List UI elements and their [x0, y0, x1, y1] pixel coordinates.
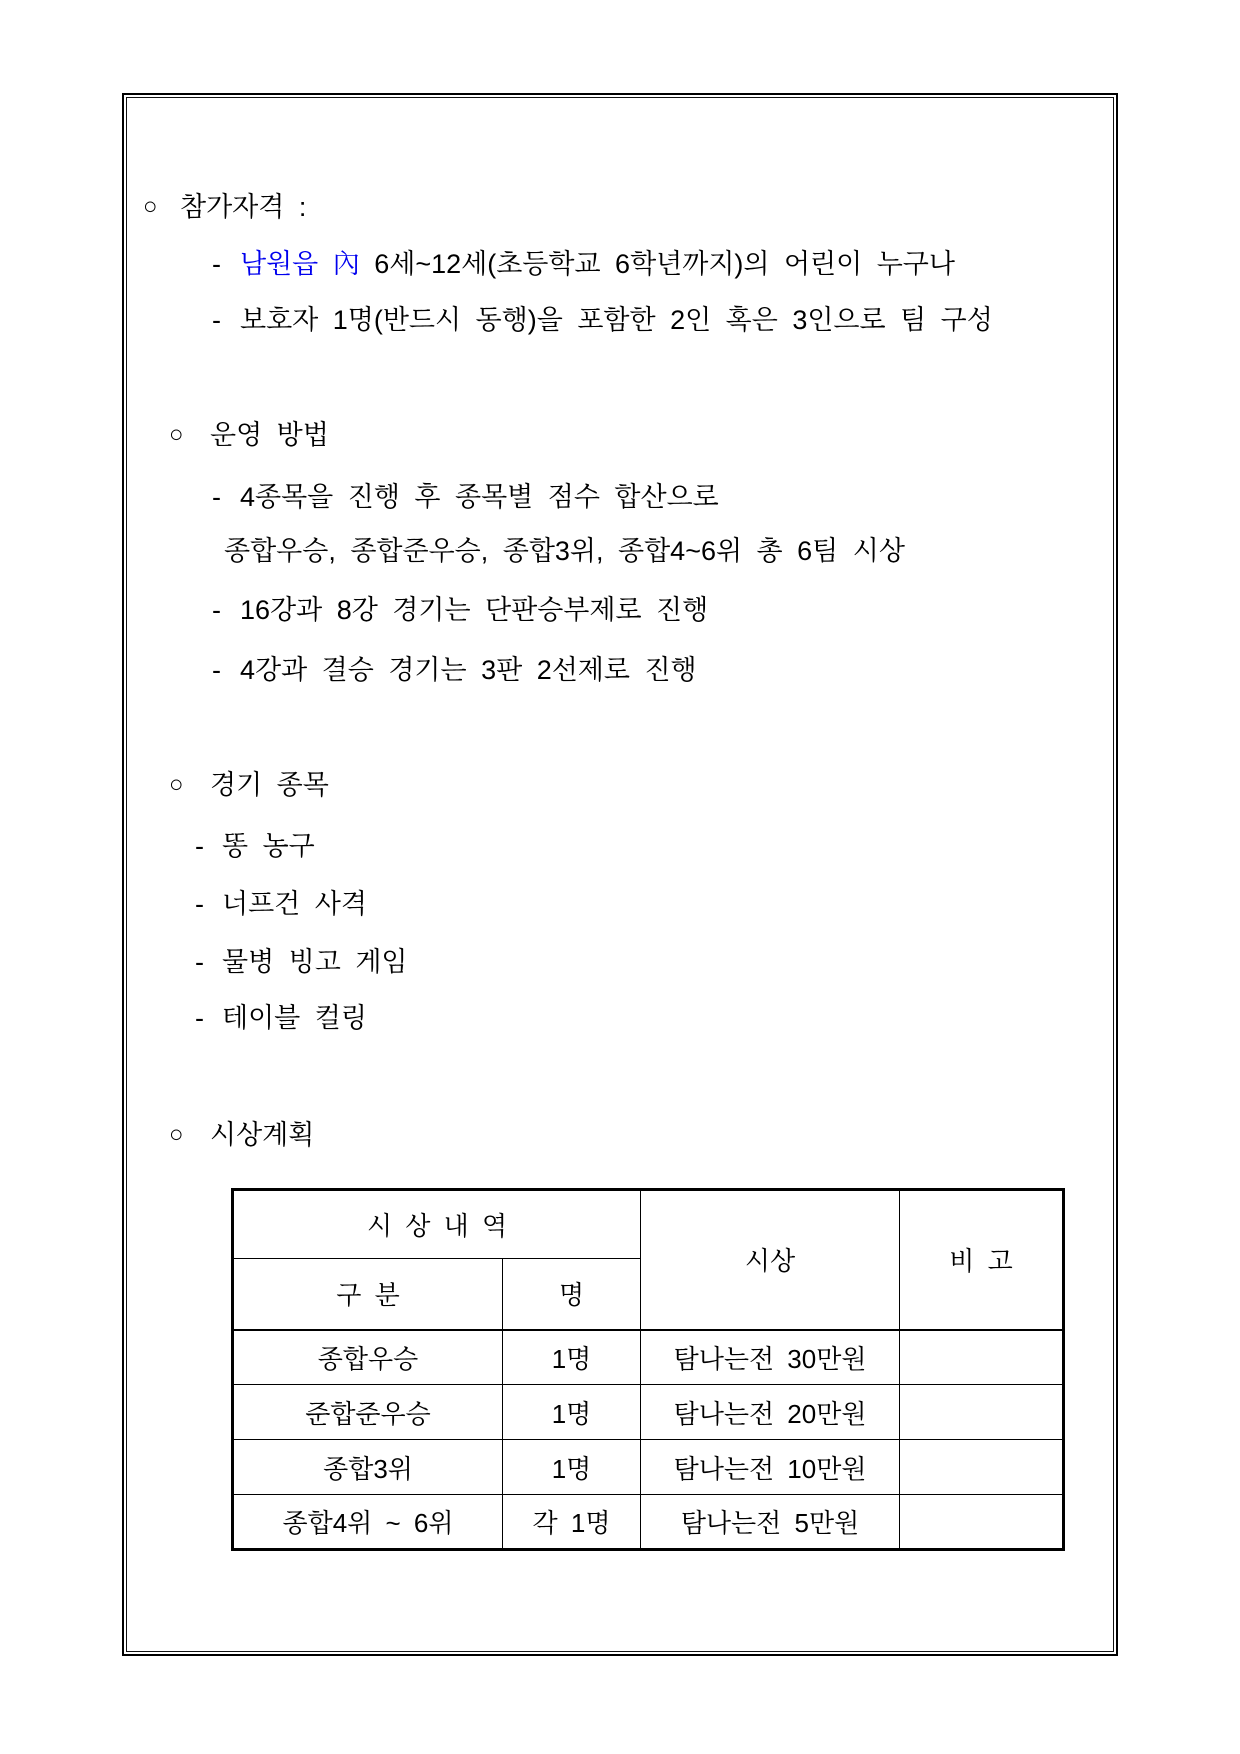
- header-note: 비 고: [900, 1190, 1064, 1330]
- list-item-operation-2: [212, 593, 708, 627]
- table-row: [233, 1385, 1064, 1440]
- cell-count: 각 1명: [503, 1495, 641, 1550]
- highlight-text: 남원읍 內: [240, 249, 360, 279]
- section-title-text: 운영 방법: [210, 420, 329, 450]
- list-item-event-2: [195, 887, 367, 921]
- page-border: [122, 93, 1118, 1656]
- item-text: 6세~12세(초등학교 6학년까지)의 어린이 누구나: [359, 249, 955, 279]
- list-item-eligibility-2: [212, 303, 993, 337]
- dash-bullet: -: [195, 889, 204, 919]
- cell-note: [900, 1440, 1064, 1495]
- header-award-details: 시 상 내 역: [233, 1190, 641, 1259]
- circle-bullet: ○: [169, 1121, 184, 1148]
- circle-bullet: ○: [143, 193, 158, 220]
- dash-bullet: -: [195, 947, 204, 977]
- cell-prize: 탐나는전 20만원: [641, 1385, 900, 1440]
- cell-category: 종합우승: [233, 1330, 503, 1385]
- table-row: [233, 1330, 1064, 1385]
- cell-count: 1명: [503, 1385, 641, 1440]
- list-item-event-4: [195, 1001, 367, 1035]
- cell-count: 1명: [503, 1440, 641, 1495]
- dash-bullet: -: [212, 655, 221, 685]
- table-row: [233, 1440, 1064, 1495]
- list-item-event-3: [195, 945, 408, 979]
- item-text: 종합우승, 종합준우승, 종합3위, 종합4~6위 총 6팀 시상: [224, 536, 905, 566]
- item-text: 너프건 사격: [222, 889, 367, 919]
- dash-bullet: -: [195, 831, 204, 861]
- cell-prize: 탐나는전 10만원: [641, 1440, 900, 1495]
- cell-note: [900, 1385, 1064, 1440]
- section-title-text: 참가자격 :: [180, 192, 307, 222]
- award-table: [231, 1188, 1065, 1551]
- cell-prize: 탐나는전 30만원: [641, 1330, 900, 1385]
- cell-prize: 탐나는전 5만원: [641, 1495, 900, 1550]
- dash-bullet: -: [212, 482, 221, 512]
- list-item-operation-1-continued: [224, 534, 905, 568]
- item-text: 물병 빙고 게임: [222, 947, 408, 977]
- dash-bullet: -: [212, 305, 221, 335]
- list-item-eligibility-1: [212, 247, 955, 281]
- dash-bullet: -: [212, 595, 221, 625]
- dash-bullet: -: [212, 249, 221, 279]
- cell-category: 종합4위 ~ 6위: [233, 1495, 503, 1550]
- item-text: 16강과 8강 경기는 단판승부제로 진행: [240, 595, 709, 625]
- item-text: 보호자 1명(반드시 동행)을 포함한 2인 혹은 3인으로 팀 구성: [240, 305, 993, 335]
- header-count: 명: [503, 1259, 641, 1330]
- item-text: 똥 농구: [222, 831, 315, 861]
- header-prize: 시상: [641, 1190, 900, 1330]
- header-category: 구 분: [233, 1259, 503, 1330]
- table-header-row-1: [233, 1190, 1064, 1259]
- section-title-events: [169, 768, 329, 802]
- section-title-participation: [143, 190, 306, 224]
- section-title-text: 경기 종목: [210, 770, 329, 800]
- circle-bullet: ○: [169, 421, 184, 448]
- item-text: 테이블 컬링: [222, 1003, 367, 1033]
- dash-bullet: -: [195, 1003, 204, 1033]
- cell-note: [900, 1495, 1064, 1550]
- cell-category: 종합3위: [233, 1440, 503, 1495]
- list-item-operation-3: [212, 653, 697, 687]
- section-title-awards: [169, 1118, 314, 1152]
- list-item-event-1: [195, 829, 315, 863]
- item-text: 4강과 결승 경기는 3판 2선제로 진행: [240, 655, 697, 685]
- cell-category: 준합준우승: [233, 1385, 503, 1440]
- cell-count: 1명: [503, 1330, 641, 1385]
- list-item-operation-1: [212, 480, 719, 514]
- circle-bullet: ○: [169, 771, 184, 798]
- section-title-text: 시상계획: [210, 1120, 315, 1150]
- item-text: 4종목을 진행 후 종목별 점수 합산으로: [240, 482, 719, 512]
- section-title-operation: [169, 418, 329, 452]
- table-row: [233, 1495, 1064, 1550]
- cell-note: [900, 1330, 1064, 1385]
